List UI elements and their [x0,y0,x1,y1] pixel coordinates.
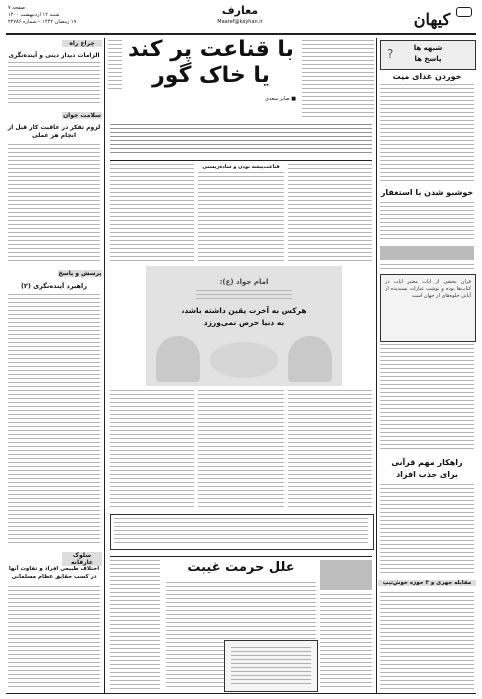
body-col-mid [198,172,284,262]
section4-body [380,592,474,690]
bottom-photo [320,560,372,590]
section2-photo [380,246,474,260]
issue-line: ۱۹ رمضان ۱۴۴۲ – شماره ۲۲۷۸۶ [8,19,77,25]
section3-title-2: برای جذب افراد [396,470,458,479]
poem-text [231,647,311,685]
sabk-title: اختلاف طبیعی افراد و تفاوت آنها در کسب حقایق عظام مسلمانی [8,566,100,580]
porsesh-label: پرسش و پاسخ [58,270,102,277]
boxed-paragraph-text [114,518,368,544]
bottom-title: علل حرمت غیبت [187,560,295,575]
mid-subhead: قناعت‌پیشه بودن و ساده‌زیستی [202,164,280,170]
cheragh-title: الزامات دیدار دینی و آینده‌نگری [8,52,100,59]
section2-body [380,202,474,242]
brand-logo [404,4,474,28]
bottom-rule [110,556,372,557]
shobhe-box [380,40,476,70]
sabk-label: سلوک عارفانه [62,552,102,566]
center-area [106,36,376,696]
section-title: معارف [221,4,259,17]
title-left-text [108,40,122,90]
quran-box [380,274,476,342]
title-side-text [302,40,374,120]
intro-paragraph [110,124,372,156]
section3-body [380,484,474,574]
left-col-divider [104,38,105,693]
hand-right-icon [288,336,332,382]
bottom-col-left [110,560,160,690]
right-column [378,38,476,693]
right-col-divider [376,38,377,693]
salamat-body [8,144,100,264]
quote-image [146,266,342,386]
section4-title: مقابله جهری و ۳ حوزه خوش‌تیپ [378,580,476,586]
section3-title-1: راهکار مهم قرآنی [391,458,463,467]
salamat-label: سلامت جوان [63,112,101,119]
cheragh-body [8,62,100,106]
cheragh-label: چراغ راه [62,40,102,47]
section2-title: خوشبو شدن با استغفار [380,188,474,197]
body-col-left [110,164,194,262]
porsesh-body [8,294,100,544]
porsesh-title: راهبرد آینده‌نگری (۲) [20,282,88,290]
image-quote-line2: به دنیا حرص نمی‌ورزد [203,318,285,327]
sabk-body [8,586,100,690]
salamat-title: لزوم تفکر در عاقبت کار قبل از انجام هر عملی [7,124,101,139]
bottom-col-right [320,594,372,690]
boxed-paragraph [110,514,374,550]
body-lower-right [288,390,372,510]
body-lower-mid [198,390,284,510]
box-headline: خوردن غذای میت [392,72,462,81]
date-line: شنبه ۱۲ اردیبهشت ۱۴۰۰ [8,12,60,18]
brand-name: کیهان [413,10,451,29]
section2-body-2 [380,264,474,270]
image-caption-name: امام جواد (ع): [219,278,269,286]
poem-box [224,640,318,692]
box-body [380,84,474,184]
hand-left-icon [156,336,200,382]
quran-box-text: قرآن بخشی از آیات معتبر آیات در کتاب‌ها بوده و نوشت عبارات پسندیده از آیاتی جلوه‌های از جهان است [385,279,471,299]
intro-rule [110,160,372,161]
image-arabic-text [196,290,292,302]
body-lower-left [110,390,194,510]
body-col-right [288,164,372,262]
image-quote-line1: هرکس به آخرت یقین داشته باشد، [181,306,307,315]
section-email: Maaref@kayhan.ir [217,19,263,25]
masthead [0,0,482,36]
main-title-line1: با قناعت پر کند [128,37,294,62]
flowers-icon [210,342,278,378]
pasokh-title: پاسخ ها [414,55,442,63]
question-mark-icon: ? [387,47,394,61]
masthead-rule [6,33,476,35]
page-label: صفحه ۷ [8,5,25,11]
footer-rule [6,693,476,694]
left-column [6,38,102,693]
section2-body-3 [380,344,474,452]
shobhe-title: شبهه ها [413,44,443,52]
byline: ■ صابر سعدی [265,96,296,102]
main-title-line2: یا خاک گور [152,63,270,88]
